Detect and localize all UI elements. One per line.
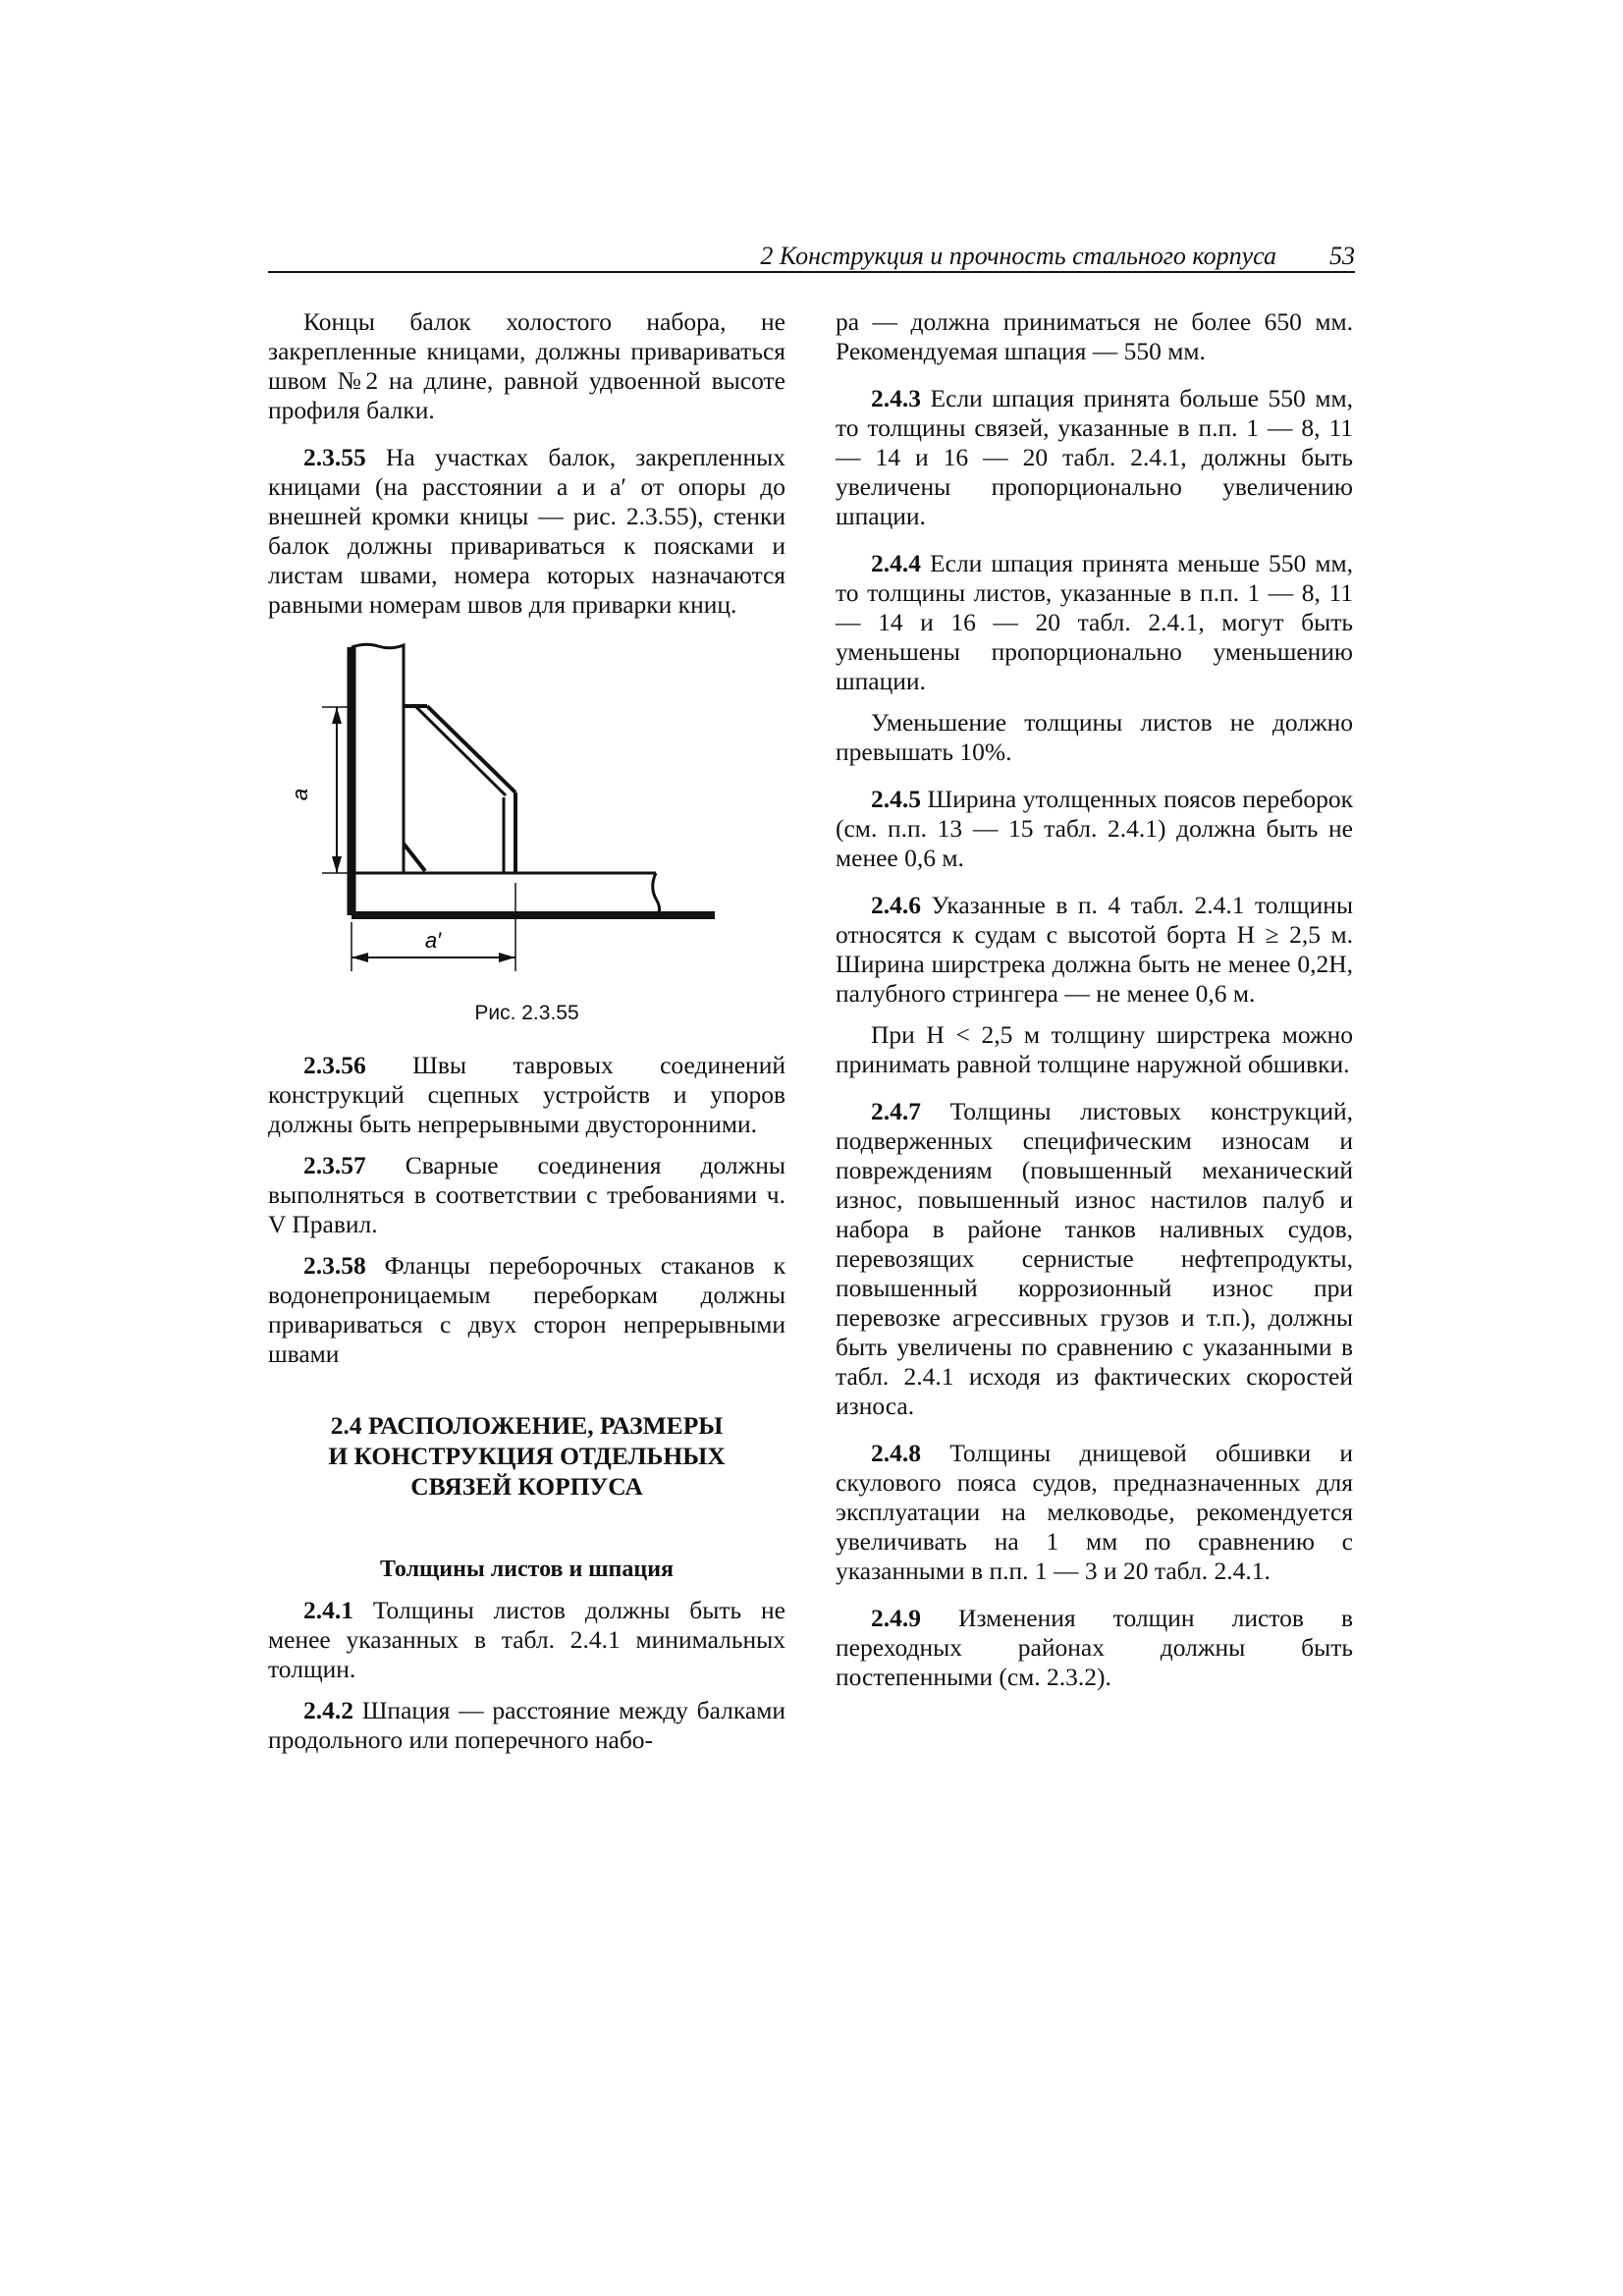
subsection-heading: Толщины листов и шпация xyxy=(379,1557,675,1582)
clause-number: 2.4.4 xyxy=(871,549,921,577)
paragraph: Уменьшение толщины листов не должно превышать 10%. xyxy=(836,708,1353,766)
section-heading-line: СВЯЗЕЙ КОРПУСА xyxy=(410,1472,643,1501)
dimension-a-prime-label: a′ xyxy=(424,928,442,953)
clause-number: 2.3.57 xyxy=(303,1151,366,1179)
clause-2-4-6 xyxy=(836,891,1353,1009)
clause-2-4-4 xyxy=(836,549,1353,696)
clause-text: Толщины листов должны быть не менее указанных в табл. 2.4.1 минимальных толщин. xyxy=(268,1596,785,1683)
section-heading-line: 2.4 РАСПОЛОЖЕНИЕ, РАЗМЕРЫ xyxy=(330,1411,724,1440)
page-number: 53 xyxy=(1329,242,1355,270)
clause-text: На участках балок, закрепленных кницами (на расстоянии a и a′ от опоры до внешней кромки кницы — рис. 2.3.55), стенки балок должны привариваться к поясками и листам швами, номера которых назначаются равными номерам швов для приварки книц. xyxy=(268,443,785,619)
clause-number: 2.4.7 xyxy=(871,1097,921,1125)
clause-number: 2.4.5 xyxy=(871,785,921,813)
clause-2-4-2 xyxy=(268,1696,785,1755)
left-column xyxy=(268,307,785,1755)
clause-text: Ширина утолщенных поясов переборок (см. п.п. 13 — 15 табл. 2.4.1) должна быть не менее 0,6 м. xyxy=(836,785,1353,872)
clause-2-4-7 xyxy=(836,1097,1353,1421)
running-header xyxy=(268,242,1355,273)
clause-2-4-1 xyxy=(268,1596,785,1684)
clause-text: Фланцы переборочных стаканов к водонепроницаемым переборкам должны привариваться с двух сторон непрерывными швами xyxy=(268,1251,785,1368)
clause-number: 2.3.55 xyxy=(303,443,366,471)
clause-number: 2.3.56 xyxy=(303,1051,366,1079)
right-column xyxy=(836,307,1353,1692)
clause-2-3-57 xyxy=(268,1151,785,1239)
clause-2-3-56 xyxy=(268,1051,785,1139)
clause-text: Если шпация принята меньше 550 мм, то толщины листов, указанные в п.п. 1 — 8, 11 — 14 и 16 — 20 табл. 2.4.1, могут быть уменьшены пропорционально уменьшению шпации. xyxy=(836,549,1353,695)
clause-number: 2.3.58 xyxy=(303,1251,366,1280)
clause-2-4-9 xyxy=(836,1604,1353,1692)
clause-2-4-8 xyxy=(836,1439,1353,1586)
clause-number: 2.4.8 xyxy=(871,1439,921,1467)
clause-text: Если шпация принята больше 550 мм, то толщины связей, указанные в п.п. 1 — 8, 11 — 14 и 16 — 20 табл. 2.4.1, должны быть увеличены пропорционально увеличению шпации. xyxy=(836,384,1353,530)
clause-2-3-55 xyxy=(268,443,785,620)
clause-number: 2.4.3 xyxy=(871,384,921,412)
dimension-a-label: a xyxy=(288,788,312,801)
clause-2-4-5 xyxy=(836,785,1353,873)
section-heading xyxy=(268,1410,785,1502)
paragraph: ра — должна приниматься не более 650 мм. Рекомендуемая шпация — 550 мм. xyxy=(836,307,1353,365)
figure-caption: Рис. 2.3.55 xyxy=(474,1002,579,1024)
running-title: 2 Конструкция и прочность стального корпуса xyxy=(760,242,1276,270)
clause-number: 2.4.9 xyxy=(871,1604,921,1632)
clause-number: 2.4.2 xyxy=(303,1696,353,1724)
clause-text: Указанные в п. 4 табл. 2.4.1 толщины относятся к судам с высотой борта H ≥ 2,5 м. Ширина ширстрека должна быть не менее 0,2H, палубного стрингера — не менее 0,6 м. xyxy=(836,891,1353,1008)
section-heading-line: И КОНСТРУКЦИЯ ОТДЕЛЬНЫХ xyxy=(328,1442,726,1470)
clause-text: Изменения толщин листов в переходных районах должны быть постепенными (см. 2.3.2). xyxy=(836,1604,1353,1691)
bracket-diagram xyxy=(268,637,785,1045)
paragraph: Концы балок холостого набора, не закрепленные кницами, должны привариваться швом №2 на длине, равной удвоенной высоте профиля балки. xyxy=(268,307,785,424)
figure-2-3-55 xyxy=(268,637,785,1045)
clause-text: Толщины листовых конструкций, подверженных специфическим износам и повреждениям (повышенный механический износ, повышенный износ настилов палуб и набора в районе танков наливных судов, перевозящих сернистые нефтепродукты, повышенный коррозионный износ при перевозке агрессивных грузов и т.п.), должны быть увеличены по сравнению с указанными в табл. 2.4.1 исходя из фактических скоростей износа. xyxy=(836,1097,1353,1420)
clause-number: 2.4.1 xyxy=(303,1596,353,1624)
clause-text: Швы тавровых соединений конструкций сцепных устройств и упоров должны быть непрерывными двусторонними. xyxy=(268,1051,785,1138)
clause-2-3-58 xyxy=(268,1251,785,1369)
clause-text: Шпация — расстояние между балками продольного или поперечного набо- xyxy=(268,1696,785,1754)
paragraph: При H < 2,5 м толщину ширстрека можно принимать равной толщине наружной обшивки. xyxy=(836,1020,1353,1078)
clause-2-4-3 xyxy=(836,384,1353,531)
clause-text: Сварные соединения должны выполняться в соответствии с требованиями ч. V Правил. xyxy=(268,1151,785,1238)
clause-text: Толщины днищевой обшивки и скулового пояса судов, предназначенных для эксплуатации на мелководье, рекомендуется увеличивать на 1 мм по сравнению с указанными в п.п. 1 — 3 и 20 табл. 2.4.1. xyxy=(836,1439,1353,1585)
clause-number: 2.4.6 xyxy=(871,891,921,919)
